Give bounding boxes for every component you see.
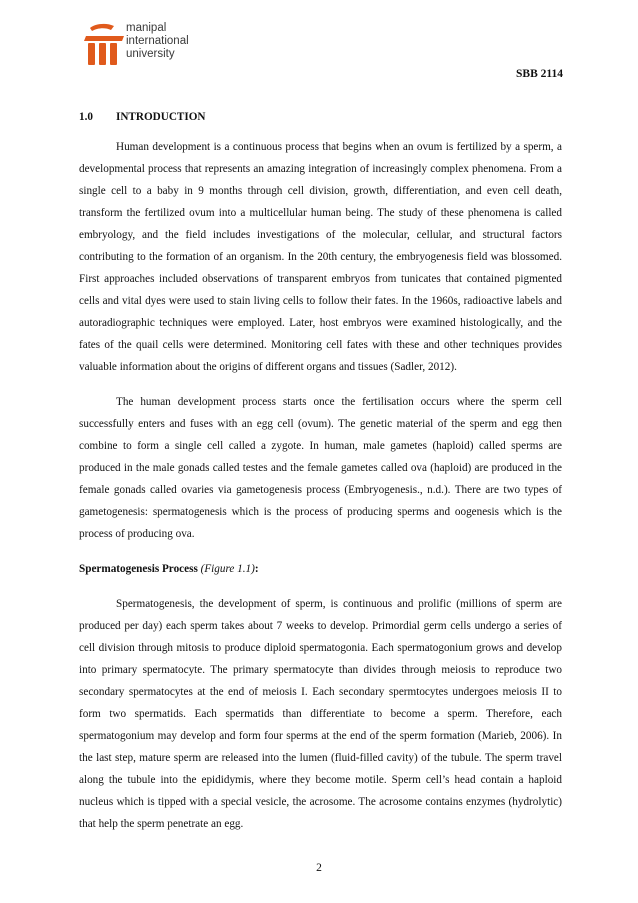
page-number: 2 — [316, 862, 322, 874]
logo-text — [126, 22, 189, 61]
subsection-colon: : — [254, 563, 259, 575]
section-heading — [79, 106, 562, 128]
figure-reference: (Figure 1.1) — [200, 563, 255, 575]
subsection-title: Spermatogenesis Process — [79, 563, 198, 575]
logo-line-1: manipal — [126, 22, 167, 34]
section-number: 1.0 — [79, 111, 93, 123]
manipal-logo-icon — [84, 22, 126, 68]
course-code: SBB 2114 — [516, 68, 563, 80]
section-title: INTRODUCTION — [116, 111, 206, 123]
logo-line-3: university — [126, 48, 175, 60]
paragraph-intro: Human development is a continuous process that begins when an ovum is fertilized by a sperm, a developmental process that represents an amazing integration of increasingly complex phenomena. From a single cell to a baby in 9 months through cell division, growth, differentiation, and even cell death, transform the fertilized ovum into a multicellular human being. The study of these phenomena is called embryology, and the field includes investigations of the molecular, cellular, and structural factors contributing to the formation of an organism. In the 20th century, the embryogenesis field was blossomed. First approaches included observations of transparent embryos from tunicates that contained pigmented cells and vital dyes were used to stain living cells to follow their fates. In the 1960s, radioactive labels and autoradiographic techniques were employed. Later, host embryos were examined histologically, and the fates of the quail cells were determined. Monitoring cell fates with these and other techniques provides valuable information about the origins of different organs and tissues (Sadler, 2012). — [79, 141, 562, 373]
paragraph-spermatogenesis: Spermatogenesis, the development of sperm, is continuous and prolific (millions of sperm are produced per day) each sperm takes about 7 weeks to develop. Primordial germ cells undergo a series of cell division through mitosis to produce diploid spermatogonia. Each spermatogonium grows and develop into primary spermatocyte. The primary spermatocyte than divides through meiosis to reproduce two secondary spermatocytes at the end of meiosis I. Each secondary spermtocytes undergoes meiosis II to form two spermatids. Each spermatids than differentiate to become a sperm. Therefore, each spermatogonium may develop and form four sperms at the end of the sperm formation (Marieb, 2006). In the last step, mature sperm are released into the lumen (fluid-filled cavity) of the tubule. The sperm travel along the tubule into the epididymis, where they become motile. Sperm cell’s head contain a haploid nucleus which is tipped with a special vesicle, the acrosome. The acrosome contains enzymes (hydrolytic) that help the sperm penetrate an egg. — [79, 598, 562, 830]
document-body — [79, 106, 562, 848]
subsection-heading — [79, 558, 562, 580]
logo-line-2: international — [126, 35, 189, 47]
paragraph-fertilisation: The human development process starts once the fertilisation occurs where the sperm cell successfully enters and fuses with an egg cell (ovum). The genetic material of the sperm and egg then combine to form a single cell called a zygote. In human, male gametes (haploid) called sperms are produced in the male gonads called testes and the female gametes called ova (haploid) are produced in the female gonads called ovaries via gametogenesis process (Embryogenesis., n.d.). There are two types of gametogenesis: spermatogenesis which is the process of producing sperms and oogenesis which is the process of producing ova. — [79, 396, 562, 540]
